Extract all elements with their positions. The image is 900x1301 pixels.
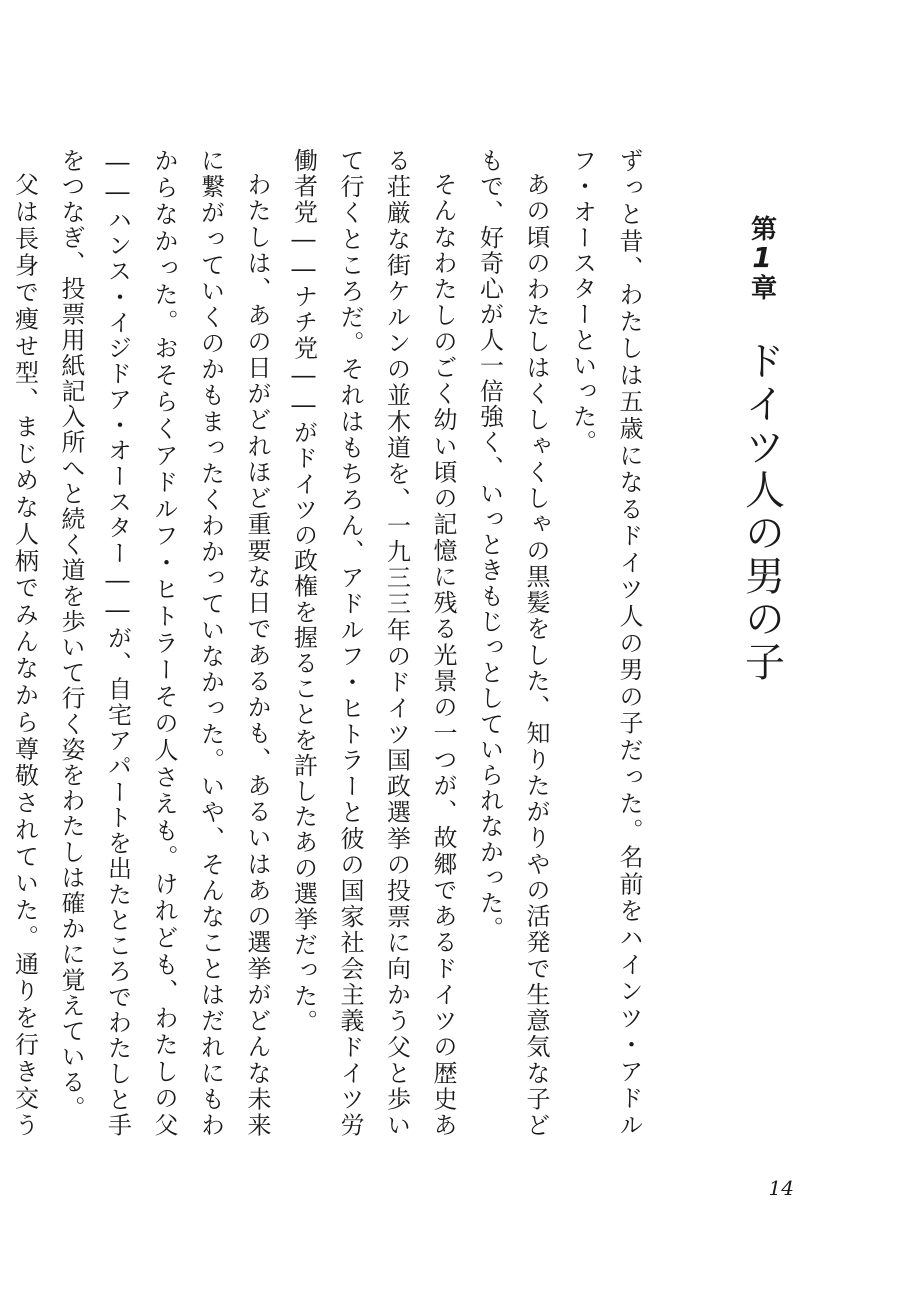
chapter-label-suffix: 章 [746,274,777,300]
chapter-number-value: 1 [745,241,779,274]
paragraph-5: 父は長身で痩せ型、まじめな人柄でみんなから尊敬されていた。通りを行き交う [10,172,39,1138]
body-text [0,148,652,1138]
chapter-label-prefix: 第 [746,215,777,241]
chapter-heading [734,215,790,684]
paragraph-2: あの頃のわたしはくしゃくしゃの黒髪をした、知りたがりやの活発で生意気な子どもで、好奇心が人一倍強く、いっときもじっとしていられなかった。 [475,148,550,1138]
chapter-number [744,215,781,300]
paragraph-3: そんなわたしのごく幼い頃の記憶に残る光景の一つが、故郷であるドイツの歴史ある荘厳な街ケルンの並木道を、一九三三年のドイツ国政選挙の投票に向かう父と歩いて行くところだ。それはもちろん、アドルフ・ヒトラーと彼の国家社会主義ドイツ労働者党――ナチ党――がドイツの政権を握ることを許したあの選挙だった。 [289,148,457,1138]
paragraph-1: ずっと昔、わたしは五歳になるドイツ人の男の子だった。名前をハインツ・アドルフ・オースターといった。 [568,148,643,1138]
paragraph-4: わたしは、あの日がどれほど重要な日であるかも、あるいはあの選挙がどんな未来に繋がっていくのかもまったくわかっていなかった。いや、そんなことはだれにもわからなかった。おそらくアドルフ・ヒトラーその人さえも。けれども、わたしの父――ハンス・イジドア・オースター――が、自宅アパートを出たところでわたしと手をつなぎ、投票用紙記入所へと続く道を歩いて行く姿をわたしは確かに覚えている。 [57,148,271,1138]
page-number: 14 [768,1176,794,1200]
chapter-title: ドイツ人の男の子 [738,340,785,684]
